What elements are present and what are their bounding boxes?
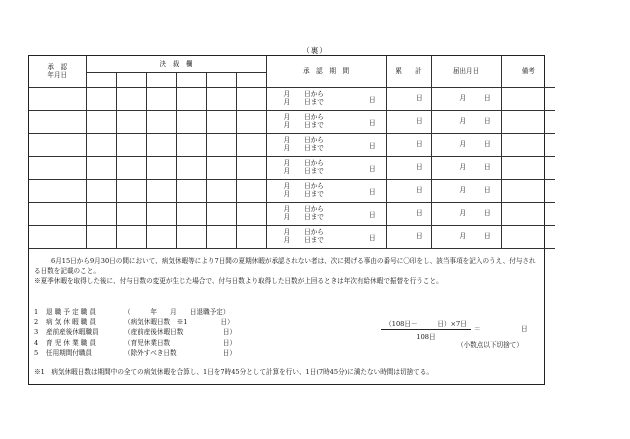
approval-period-header: 承 認 期 間 <box>266 56 386 87</box>
decision-stamp-cell[interactable] <box>176 179 206 202</box>
decision-stamp-cell[interactable] <box>146 225 176 248</box>
approval-period-cell[interactable]: 月 日から 月 日まで 日 <box>266 202 386 225</box>
period-days-label: 日 <box>368 164 376 173</box>
approval-date-cell[interactable] <box>29 179 86 202</box>
decision-stamp-cell[interactable] <box>206 87 236 110</box>
decision-stamp-cell[interactable] <box>236 225 266 248</box>
rounding-note: （小数点以下切捨て） <box>457 341 523 349</box>
decision-stamp-cell[interactable] <box>146 156 176 179</box>
decision-stamp-cell[interactable] <box>236 133 266 156</box>
decision-stamp-cell[interactable] <box>146 110 176 133</box>
cumulative-cell[interactable]: 日 <box>386 179 431 202</box>
decision-stamp-cell[interactable] <box>206 202 236 225</box>
notes-block <box>34 256 542 287</box>
remarks-cell[interactable] <box>501 202 555 225</box>
remarks-cell[interactable] <box>501 179 555 202</box>
filing-date-cell[interactable]: 月 日 <box>431 202 501 225</box>
approval-row <box>29 110 555 133</box>
decision-stamp-cell[interactable] <box>146 179 176 202</box>
decision-stamp-cell[interactable] <box>176 72 206 87</box>
decision-stamp-cell[interactable] <box>86 110 116 133</box>
decision-stamp-cell[interactable] <box>116 202 146 225</box>
approval-period-cell[interactable]: 月 日から 月 日まで 日 <box>266 156 386 179</box>
cumulative-header: 累 計 <box>386 56 431 87</box>
cumulative-cell[interactable]: 日 <box>386 87 431 110</box>
approval-row <box>29 156 555 179</box>
remarks-cell[interactable] <box>501 225 555 248</box>
decision-stamp-cell[interactable] <box>236 110 266 133</box>
approval-row <box>29 202 555 225</box>
decision-stamp-cell[interactable] <box>206 225 236 248</box>
decision-stamp-cell[interactable] <box>206 179 236 202</box>
period-days-label: 日 <box>368 187 376 196</box>
filing-date-cell[interactable]: 月 日 <box>431 179 501 202</box>
formula-result-unit[interactable]: 日 <box>521 325 528 333</box>
approval-date-cell[interactable] <box>29 225 86 248</box>
decision-stamp-cell[interactable] <box>176 110 206 133</box>
filing-date-cell[interactable]: 月 日 <box>431 87 501 110</box>
note-paragraph-2: ※夏季休暇を取得した後に、付与日数の変更が生じた場合で、付与日数より取得した日数が上回るときは年次有給休暇で振替を行うこと。 <box>34 277 443 286</box>
decision-stamp-cell[interactable] <box>236 179 266 202</box>
category-item[interactable]: 4 育 児 休 業 職 員 （育児休業日数 日） <box>34 338 237 347</box>
filing-date-cell[interactable]: 月 日 <box>431 110 501 133</box>
cumulative-cell[interactable]: 日 <box>386 133 431 156</box>
decision-stamp-cell[interactable] <box>86 156 116 179</box>
decision-stamp-cell[interactable] <box>86 179 116 202</box>
remarks-header: 備考 <box>501 56 555 87</box>
period-days-label: 日 <box>368 233 376 242</box>
decision-stamp-cell[interactable] <box>236 72 266 87</box>
formula-numerator[interactable]: （108日－ 日）×7日 <box>381 318 471 330</box>
decision-stamp-cell[interactable] <box>146 72 176 87</box>
approval-period-cell[interactable]: 月 日から 月 日まで 日 <box>266 87 386 110</box>
decision-stamp-cell[interactable] <box>206 133 236 156</box>
decision-stamp-cell[interactable] <box>86 72 116 87</box>
decision-stamp-cell[interactable] <box>236 202 266 225</box>
decision-stamp-cell[interactable] <box>176 133 206 156</box>
cumulative-cell[interactable]: 日 <box>386 225 431 248</box>
category-item[interactable]: 1 退 職 予 定 職 員 （ 年 月 日退職予定） <box>34 308 230 316</box>
decision-stamp-cell[interactable] <box>176 87 206 110</box>
decision-stamp-cell[interactable] <box>116 87 146 110</box>
cumulative-cell[interactable]: 日 <box>386 110 431 133</box>
formula-fraction <box>381 318 471 341</box>
decision-stamp-cell[interactable] <box>116 156 146 179</box>
filing-date-cell[interactable]: 月 日 <box>431 133 501 156</box>
approval-row <box>29 133 555 156</box>
approval-date-cell[interactable] <box>29 202 86 225</box>
decision-stamp-cell[interactable] <box>86 225 116 248</box>
category-item[interactable]: 3 産前産後休暇職員 （産前産後休暇日数 日） <box>34 328 237 337</box>
formula-equals: ＝ <box>474 325 481 333</box>
approval-date-cell[interactable] <box>29 133 86 156</box>
period-days-label: 日 <box>368 95 376 104</box>
category-item[interactable]: 5 任用期間付職員 （除外すべき日数 日） <box>34 348 236 357</box>
approval-row <box>29 87 555 110</box>
filing-date-cell[interactable]: 月 日 <box>431 225 501 248</box>
page-heading: （裏） <box>302 46 328 55</box>
decision-stamp-cell[interactable] <box>206 110 236 133</box>
remarks-cell[interactable] <box>501 133 555 156</box>
remarks-cell[interactable] <box>501 110 555 133</box>
decision-stamp-cell[interactable] <box>176 225 206 248</box>
decision-stamp-cell[interactable] <box>176 156 206 179</box>
decision-stamp-cell[interactable] <box>116 72 146 87</box>
decision-header: 決 裁 欄 <box>86 56 266 72</box>
approval-date-cell[interactable] <box>29 110 86 133</box>
filing-date-header: 届出月日 <box>431 56 501 87</box>
filing-date-cell[interactable]: 月 日 <box>431 156 501 179</box>
category-item[interactable]: 2 病 気 休 暇 職 員 （病気休暇日数 ※1 日） <box>34 318 234 327</box>
form-outer-frame <box>28 55 545 385</box>
period-days-label: 日 <box>368 210 376 219</box>
approval-period-cell[interactable]: 月 日から 月 日まで 日 <box>266 133 386 156</box>
approval-row <box>29 225 555 248</box>
footnote: ※1 病気休暇日数は期間中の全ての病気休暇を合算し、1日を7時45分として計算を行い、1日(7時45分)に満たない時間は切捨てる。 <box>34 368 433 376</box>
period-days-label: 日 <box>368 141 376 150</box>
decision-stamp-cell[interactable] <box>206 72 236 87</box>
decision-stamp-cell[interactable] <box>206 156 236 179</box>
decision-stamp-cell[interactable] <box>86 202 116 225</box>
cumulative-cell[interactable]: 日 <box>386 202 431 225</box>
category-list <box>34 307 294 358</box>
decision-stamp-cell[interactable] <box>86 133 116 156</box>
approval-period-cell[interactable]: 月 日から 月 日まで 日 <box>266 110 386 133</box>
decision-stamp-cell[interactable] <box>236 156 266 179</box>
decision-stamp-cell[interactable] <box>86 87 116 110</box>
decision-stamp-cell[interactable] <box>116 133 146 156</box>
decision-stamp-cell[interactable] <box>146 202 176 225</box>
decision-stamp-cell[interactable] <box>146 87 176 110</box>
decision-stamp-cell[interactable] <box>236 87 266 110</box>
remarks-cell[interactable] <box>501 156 555 179</box>
approval-row <box>29 179 555 202</box>
decision-stamp-cell[interactable] <box>146 133 176 156</box>
approval-date-header: 承 認 年月日 <box>29 56 86 87</box>
formula-denominator: 108日 <box>416 333 436 341</box>
remarks-cell[interactable] <box>501 87 555 110</box>
period-days-label: 日 <box>368 118 376 127</box>
decision-stamp-cell[interactable] <box>116 110 146 133</box>
approval-date-cell[interactable] <box>29 87 86 110</box>
approval-period-cell[interactable]: 月 日から 月 日まで 日 <box>266 225 386 248</box>
approval-period-cell[interactable]: 月 日から 月 日まで 日 <box>266 179 386 202</box>
decision-stamp-cell[interactable] <box>176 202 206 225</box>
decision-stamp-cell[interactable] <box>116 179 146 202</box>
cumulative-cell[interactable]: 日 <box>386 156 431 179</box>
approval-table <box>29 56 555 249</box>
approval-date-cell[interactable] <box>29 156 86 179</box>
note-paragraph-1: 6月15日から9月30日の間において、病気休暇等により7日間の夏期休暇が承認されない者は、次に掲げる事由の番号に〇印をし、該当事項を記入のうえ、付与される日数を記載のこと。 <box>34 257 536 276</box>
approval-rows <box>29 87 555 248</box>
decision-stamp-cell[interactable] <box>116 225 146 248</box>
